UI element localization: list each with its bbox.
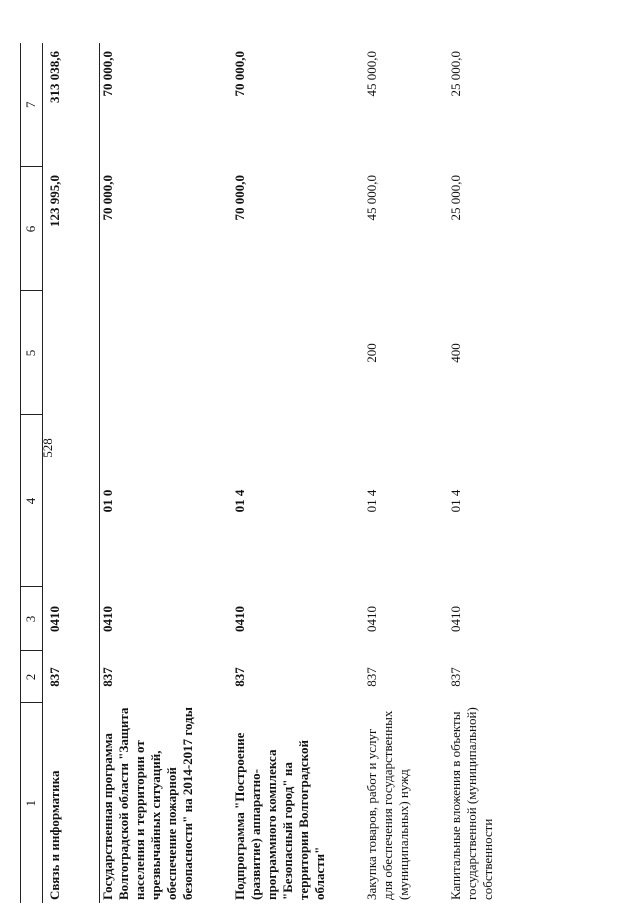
row-target-article — [43, 415, 100, 587]
header-col-4: 4 — [21, 415, 43, 587]
row-target-article: 01 4 — [364, 489, 379, 513]
row-amount-col6: 70 000,0 — [232, 175, 247, 221]
row-section: 0410 — [364, 606, 379, 632]
row-amount-col6: 45 000,0 — [364, 175, 379, 221]
row-ministry: 837 — [100, 667, 115, 687]
row-amount-col7: 25 000,0 — [448, 51, 463, 97]
row-amount-col6: 25 000,0 — [448, 175, 463, 221]
row-ministry: 837 — [364, 667, 379, 687]
row-ministry: 837 — [47, 667, 62, 687]
table-row — [100, 43, 233, 903]
row-expense-type — [43, 291, 100, 415]
row-section: 0410 — [232, 606, 247, 632]
header-col-7: 7 — [21, 43, 43, 167]
row-amount-col7: 45 000,0 — [364, 51, 379, 97]
row-section: 0410 — [448, 606, 463, 632]
row-name: Закупка товаров, работ и услуг для обеспечения государственных (муниципальных) нужд — [364, 710, 411, 900]
row-ministry: 837 — [232, 667, 247, 687]
table-row — [43, 43, 100, 903]
row-name: Государственная программа Волгоградской области "Защита населения и территории от чрезвычайных ситуаций, обеспечение пожарной безопасности" на 2014-2017 годы — [100, 707, 195, 900]
row-target-article: 01 4 — [232, 489, 247, 513]
row-ministry: 837 — [448, 667, 463, 687]
budget-table — [20, 43, 532, 903]
row-name: Связь и информатика — [43, 703, 100, 903]
row-amount-col7: 70 000,0 — [232, 51, 247, 97]
table-row — [232, 43, 364, 903]
row-amount-col6: 123 995,0 — [47, 175, 62, 227]
header-col-1: 1 — [21, 703, 43, 903]
row-amount-col6: 70 000,0 — [100, 175, 115, 221]
row-expense-type: 400 — [448, 343, 463, 363]
row-amount-col7: 313 038,6 — [47, 51, 62, 103]
row-target-article: 01 0 — [100, 489, 115, 513]
row-expense-type: 200 — [364, 343, 379, 363]
header-row — [21, 43, 43, 903]
row-section: 0410 — [100, 606, 115, 632]
budget-table-rotated — [20, 43, 620, 903]
row-expense-type — [232, 291, 364, 415]
table-body — [43, 43, 533, 903]
table-header — [21, 43, 43, 903]
row-name: Капитальные вложения в объекты государственной (муниципальной) собственности — [448, 707, 495, 900]
row-name: Подпрограмма "Построение (развитие) аппаратно-программного комплекса "Безопасный город" на территории Волгоградской области" — [232, 732, 327, 900]
table-row — [364, 43, 448, 903]
header-col-6: 6 — [21, 167, 43, 291]
header-col-5: 5 — [21, 291, 43, 415]
table-row — [448, 43, 532, 903]
header-col-3: 3 — [21, 587, 43, 651]
page-number: 528 — [40, 438, 55, 458]
row-expense-type — [100, 291, 233, 415]
row-target-article: 01 4 — [448, 489, 463, 513]
header-col-2: 2 — [21, 651, 43, 703]
row-amount-col7: 70 000,0 — [100, 51, 115, 97]
row-section: 0410 — [47, 606, 62, 632]
